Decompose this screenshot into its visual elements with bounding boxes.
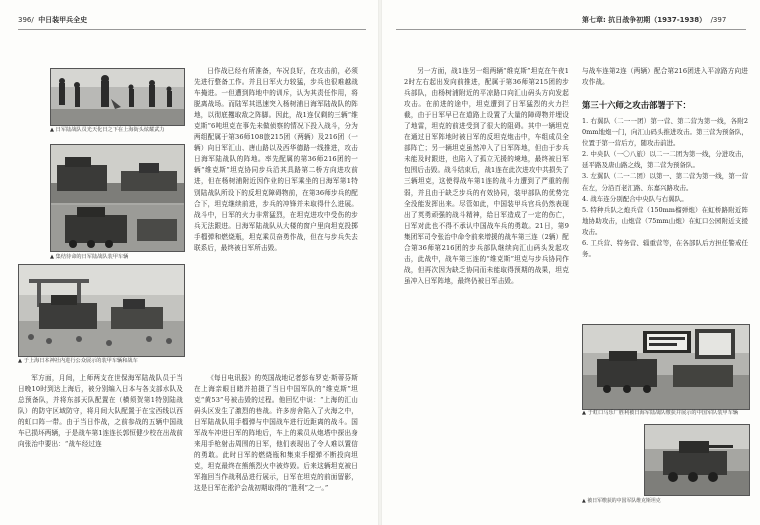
left-page-column-2 bbox=[194, 373, 358, 505]
right-page-header bbox=[582, 16, 726, 25]
left-page-column-1 bbox=[194, 66, 358, 370]
photo-caption: ▲ 于虹口马乐厂胜利被日海军陆战队缴获并展示的中国军队装甲车辆 bbox=[582, 410, 739, 416]
left-header-rule bbox=[18, 29, 366, 30]
left-page bbox=[0, 0, 378, 525]
chapter-title: 第七章: 抗日战争初期（1937-1938） bbox=[582, 16, 707, 24]
photo-captured-tank bbox=[644, 424, 750, 496]
right-page-intro bbox=[582, 66, 748, 90]
photo-marines-street-image bbox=[51, 69, 184, 125]
right-page bbox=[382, 0, 760, 525]
left-page-number: 396/ bbox=[18, 16, 34, 24]
right-header-rule bbox=[396, 29, 746, 30]
photo-armored-vehicles-image bbox=[51, 145, 184, 251]
section-title: 第三十六师之攻击部署于下： bbox=[582, 100, 691, 110]
photo-captured-vehicles bbox=[582, 324, 750, 410]
order-item: 1. 右翼队（二一一团）第一营、第二营为第一线，各附20mm地炮一门，向汇山码头推进攻击。第三营为预备队，位置于第一营后方，随攻击前进。 bbox=[582, 117, 748, 148]
photo-caption: ▲ 被日军缴获的中国军队维克斯坦克 bbox=[582, 498, 661, 504]
paragraph: 《每日电讯报》的英国战地记者彭布罗克·斯蒂芬斯在上海亲眼目睹并拍摄了当日中国军队的“维克斯”坦克“黄53”号被击毁的过程。他回忆中说：“上海的汇山码头区发生了激烈的巷战。许多房舍陷入了火海之中，日军陆战队用手榴弹与中国战车进行近距离的战斗。国军战车冲进日军的阵地后，车上的乘员从炮塔中探出身来用手枪射击周围的日军，他们表现出了令人难以置信的勇敢。此时日军的燃烧瓶和集束手榴弹不断投向坦克，坦克最终在熊熊烈火中被炸毁。后来这辆坦克被日军拖回当作战利品进行展示，日军在坦克的前面留影，这是日军在淞沪会战初期取得的“胜利”之一。” bbox=[194, 374, 358, 493]
orders-list bbox=[582, 116, 748, 316]
order-item: 4. 战车连分别配合中央队与右翼队。 bbox=[582, 194, 688, 203]
left-page-bottom-text bbox=[18, 373, 183, 505]
photo-marines-street bbox=[50, 68, 185, 126]
right-page-column-1 bbox=[404, 66, 569, 506]
photo-caption: ▲ 日军陆战队员光天化日之下在上海街头炫耀武力 bbox=[50, 127, 165, 133]
photo-caption: ▲ 于上海日本神社内进行公众展示的装甲车辆和战车 bbox=[18, 358, 138, 364]
order-item: 6. 工兵营、特务营、辎重营等，在各部队后方担任警戒任务。 bbox=[582, 239, 748, 259]
photo-shrine-display bbox=[18, 264, 185, 357]
photo-captured-vehicles-image bbox=[583, 325, 749, 409]
photo-caption: ▲ 集结待命的日军陆战队装甲车辆 bbox=[50, 254, 129, 260]
left-page-header bbox=[18, 16, 87, 25]
paragraph: 日作战已经有所准备，车况良好，在攻击前，必须先进行整备工作。并且日军火力较猛，步兵也很难越战车掩进。一但遭到阵地中的训斥，认为其责任作用，将脱离战场。而陆军其迅速突入杨树浦日海军陆战队的阵地，以彻底攫取敌之阵脚。因此，战1连仅剩的三辆“维克斯”6吨坦克在事先未做侦察的情况下投入战斗，分为两组配属于第36师108旅215团（两辆）及216团（一辆）向日军汇山、唐山路以及西华德路一线推进，攻击日海军陆战队的阵地。率先配属的第36师216团的一辆“维克斯”坦克协同步兵沿其具路第二桥方向进攻前进，但在杨树浦附近因作业的日军乘坐的日海军第1特别陆战队所设下的反坦克障碍物前，在第36师步兵的配合下，坦克继续前进，步兵的冲锋并未取得什么进展。战斗中，日军的火力非常猛烈，在坦克进攻中受伤的步兵无法跟进。日海军陆战队从大楼的窗户里向坦克投掷手榴弹和燃烧瓶，坦克乘员奋勇作战，但在与步兵失去联系后，最终被日军所击毁。 bbox=[194, 67, 358, 252]
right-page-number: /397 bbox=[710, 16, 727, 24]
order-item: 5. 特种兵队之炮兵营（150mm榴弹炮）在虹桥路附近阵地协助攻击，山炮营（75mm山炮）在虹口公园附近支援攻击。 bbox=[582, 205, 748, 236]
order-item: 3. 左翼队（二一二团）以第一、第二营为第一线，第一营在左，分沿百老汇路、东嘉兴路攻击。 bbox=[582, 172, 748, 192]
book-title: 中日装甲兵全史 bbox=[38, 16, 88, 24]
paragraph: 军方面，月间，上师两支在世保海军陆战队员于当日晚10时到达上海后，被分别编入日本与各支部水队及总预备队，并将东部天队配置在（横须贺第1特别陆战队）的防守区域防守，将月间大队配置于在宝西线以西的虹口阵一带。由于当日作战，之前参战的五辆中国战车已损坏两辆，于是战车第1连连长郭恒健少校在出战前向张治中要出：“战车经过连 bbox=[18, 374, 183, 449]
photo-captured-tank-image bbox=[645, 425, 749, 495]
paragraph: 与战车连第2连（两辆）配合第216团进入平凉路方向进攻作战。 bbox=[582, 67, 748, 87]
order-item: 2. 中央队（一〇八旅）以二一二团为第一线，分进攻击，延平路及唐山路之线，第二营为预备队。 bbox=[582, 150, 748, 170]
photo-armored-vehicles bbox=[50, 144, 185, 252]
photo-shrine-display-image bbox=[19, 265, 184, 356]
paragraph: 另一方面，战1连另一组两辆“维克斯”坦克在午夜12时左右起出发向前推进，配属于第36师第215团的步兵部队，由杨树浦附近的平凉路口向汇山码头方向发起攻击。在前进的途中，坦克遭到了日军猛烈的火力拦截，由于日军早已在道路上设置了大量的障碍物并埋设了地雷，坦克的前进受到了很大的阻碍。其中一辆坦克在通过日军阵地时被日军的反坦克炮击中，车组成员全部阵亡；另一辆坦克虽然冲入了日军阵地，但由于步兵未能及时跟进，也陷入了孤立无援的境地，最终被日军包围后击毁。战斗结束后，战1连在此次进攻中共损失了三辆坦克，这使得战车第1连的战斗力遭到了严重的削弱，并且由于缺乏步兵的有效协同，装甲部队的优势完全没能发挥出来。尽管如此，中国装甲兵官兵仍然表现出了英勇顽强的战斗精神，给日军造成了一定的伤亡，日军对此也不得不承认中国战车兵的勇敢。21日，第9集团军司令张治中命令前来增援的战车第三连（2辆）配合第36师第216团的步兵部队继续向汇山码头发起攻击，此战中，战车第三连的“维克斯”坦克与步兵协同作战，但再次因为缺乏协同而未能取得预期的战果，坦克虽冲入日军阵地，最终仍被日军击毁。 bbox=[404, 67, 569, 285]
